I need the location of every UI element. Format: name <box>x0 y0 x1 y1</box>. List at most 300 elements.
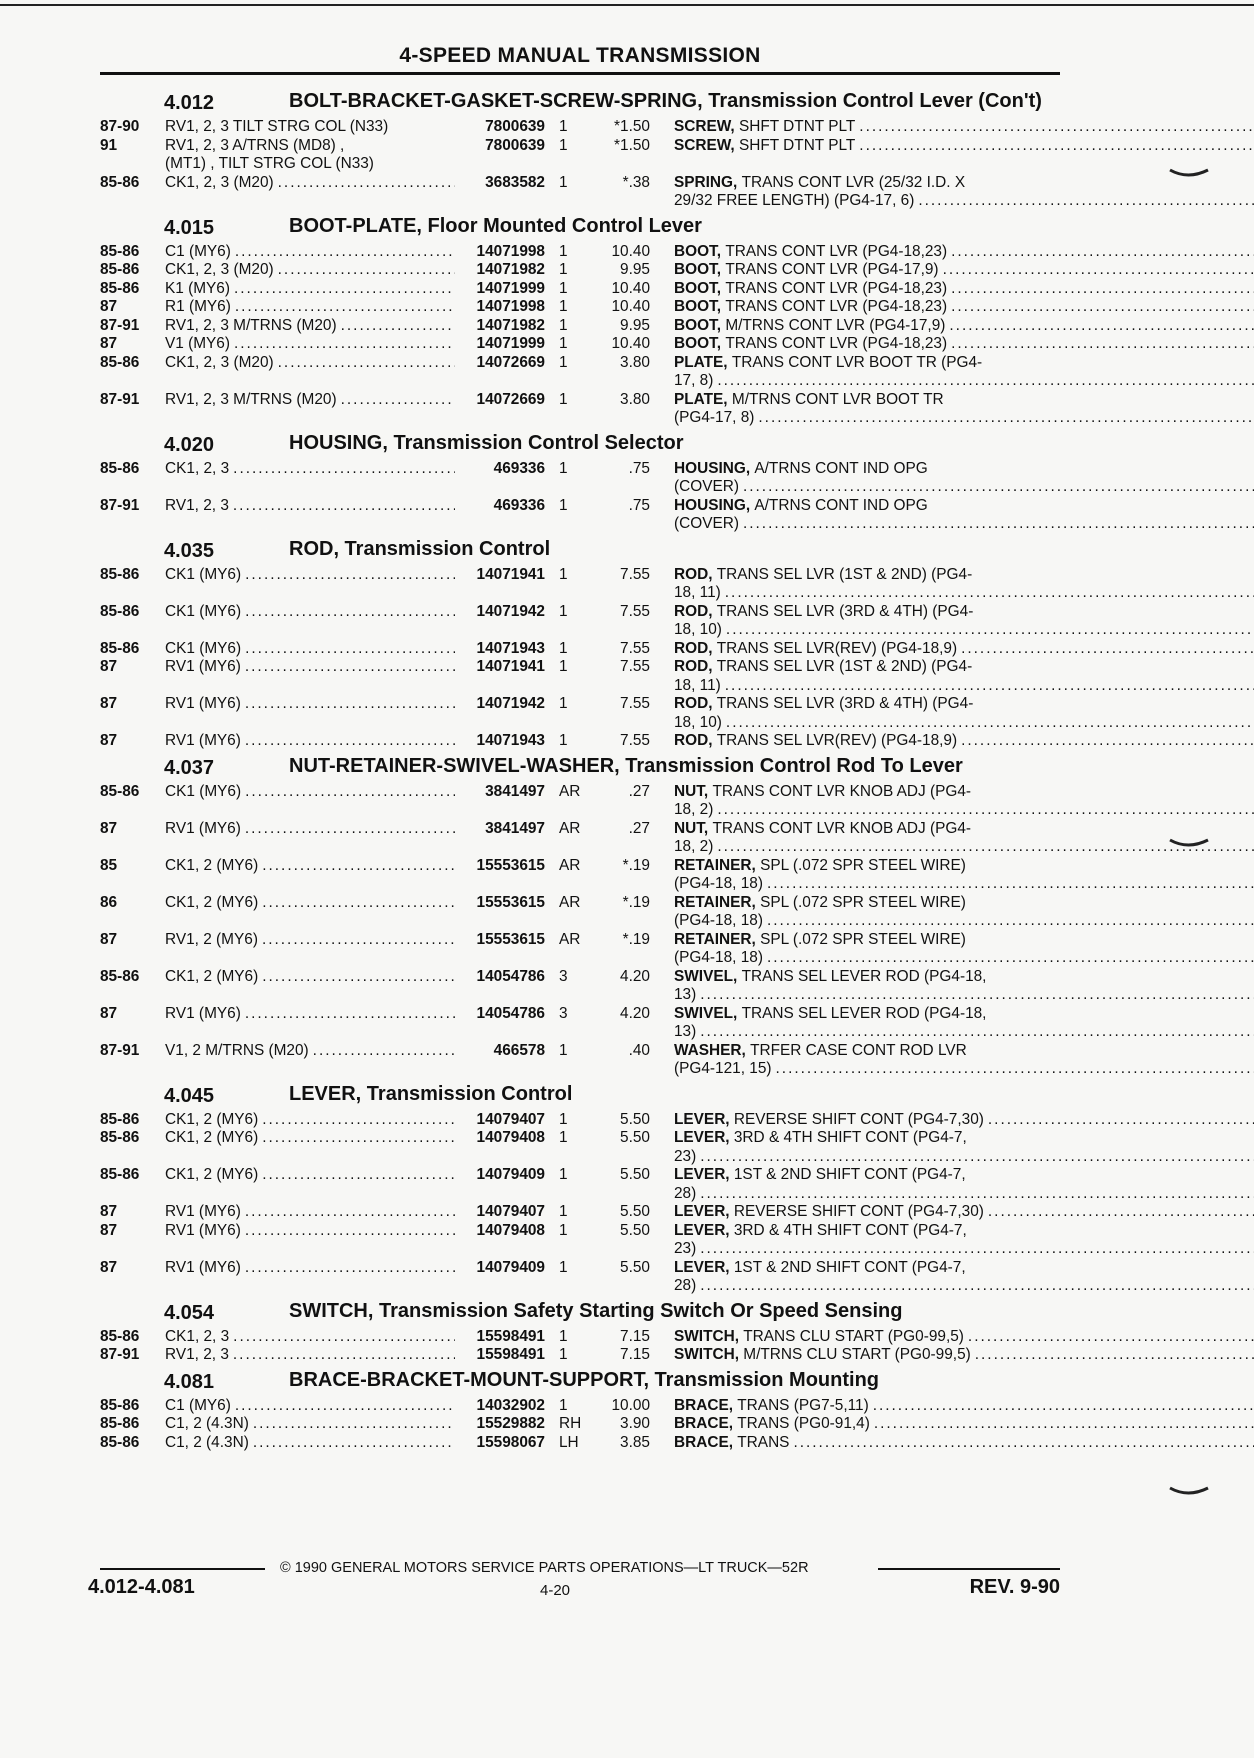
application-line <box>165 1166 455 1185</box>
description-line <box>674 1415 1254 1434</box>
price: .27 <box>628 782 650 800</box>
description-text: 13) <box>674 986 697 1003</box>
section-title: HOUSING, Transmission Control Selector <box>289 431 684 454</box>
dot-leader <box>258 1111 455 1130</box>
price: 7.15 <box>620 1346 650 1363</box>
part-number: 7800639 <box>485 136 545 154</box>
application <box>165 1166 455 1203</box>
model-years: 85-86 <box>100 459 140 477</box>
application <box>165 1397 455 1416</box>
dot-leader <box>241 1005 455 1024</box>
price: 5.50 <box>620 1129 650 1146</box>
description-text: TRANS CONT LVR (PG4-18,23) <box>725 298 948 315</box>
description-line <box>674 1185 1254 1204</box>
table-row <box>100 174 1060 211</box>
description-line <box>674 1434 1254 1453</box>
quantity: LH <box>559 1433 579 1451</box>
description <box>650 261 1254 280</box>
application-line <box>165 391 455 410</box>
dot-leader <box>984 1111 1254 1130</box>
page-title: 4-SPEED MANUAL TRANSMISSION <box>399 44 761 67</box>
description-text: 1ST & 2ND SHIFT CONT (PG4-7, <box>733 1166 966 1183</box>
application-line <box>165 317 455 336</box>
dot-leader <box>241 658 455 677</box>
title-rule <box>100 72 1060 75</box>
part-number: 15553615 <box>476 893 545 911</box>
price: 10.40 <box>611 242 650 260</box>
model-years: 85-86 <box>100 602 140 620</box>
part-name: BOOT, <box>674 298 722 315</box>
section-title: BOOT-PLATE, Floor Mounted Control Lever <box>289 214 702 237</box>
dot-leader <box>754 409 1254 428</box>
description-text: REVERSE SHIFT CONT (PG4-7,30) <box>733 1203 984 1220</box>
dot-leader <box>722 621 1254 640</box>
dot-leader <box>870 1415 1254 1434</box>
model-years: 85-86 <box>100 1433 140 1451</box>
part-name: BOOT, <box>674 335 722 352</box>
price: 10.40 <box>611 298 650 315</box>
description-text: 18, 2) <box>674 801 714 818</box>
application-line <box>165 566 455 585</box>
footer-copyright: © 1990 GENERAL MOTORS SERVICE PARTS OPERATIONS—LT TRUCK—52R <box>280 1560 809 1576</box>
application <box>165 298 455 317</box>
table-row <box>100 1415 1060 1434</box>
price: .75 <box>628 459 650 477</box>
description-line <box>674 1042 1254 1061</box>
description <box>650 174 1254 211</box>
dot-leader <box>241 820 455 839</box>
section-number: 4.020 <box>164 433 215 456</box>
application-line <box>165 1415 455 1434</box>
description <box>650 894 1254 931</box>
part-number: 14071941 <box>476 565 545 583</box>
application-line <box>165 137 455 156</box>
dot-leader <box>230 280 455 299</box>
part-number: 14071998 <box>476 298 545 315</box>
price: *.38 <box>622 173 650 191</box>
part-name: PLATE, <box>674 353 728 371</box>
price: *1.50 <box>614 136 650 154</box>
description <box>650 243 1254 262</box>
description <box>650 1415 1254 1434</box>
model-years: 85-86 <box>100 1166 140 1183</box>
application <box>165 280 455 299</box>
description-line <box>674 838 1254 857</box>
dot-leader <box>855 137 1254 156</box>
quantity: 1 <box>559 136 568 154</box>
table-row <box>100 894 1060 931</box>
part-name: NUT, <box>674 782 709 800</box>
application-text: RV1 (MY6) <box>165 1258 241 1276</box>
dot-leader <box>971 1346 1254 1365</box>
description-text: 18, 10) <box>674 621 722 638</box>
description <box>650 391 1254 428</box>
description-line <box>674 986 1254 1005</box>
description-line <box>674 1277 1254 1296</box>
dot-leader <box>772 1060 1254 1079</box>
table-row <box>100 566 1060 603</box>
model-years: 87 <box>100 732 118 749</box>
description-line <box>674 298 1254 317</box>
section-number: 4.081 <box>164 1370 215 1393</box>
section-number: 4.045 <box>164 1084 215 1107</box>
price: 4.20 <box>620 1004 650 1022</box>
part-number: 14072669 <box>476 353 545 371</box>
quantity: 1 <box>559 658 568 675</box>
table-row <box>100 317 1060 336</box>
table-row <box>100 118 1060 137</box>
description-line <box>674 317 1254 336</box>
application-text: R1 (MY6) <box>165 298 231 315</box>
application-text: CK1, 2, 3 (M20) <box>165 353 274 371</box>
application-line <box>165 354 455 373</box>
dot-leader <box>241 603 455 622</box>
section-title: ROD, Transmission Control <box>289 537 551 560</box>
dot-leader <box>713 372 1254 391</box>
table-row <box>100 1111 1060 1130</box>
part-number: 14071943 <box>476 732 545 749</box>
application-line <box>165 1328 455 1347</box>
application-text: RV1 (MY6) <box>165 1203 241 1220</box>
description-line <box>674 460 1254 479</box>
description-line <box>674 261 1254 280</box>
application-line <box>165 1203 455 1222</box>
footer-section-range: 4.012-4.081 <box>88 1576 195 1598</box>
part-name: SWIVEL, <box>674 967 738 985</box>
description-line <box>674 174 1254 193</box>
description-line <box>674 515 1254 534</box>
description-text: TRANS CONT LVR (PG4-18,23) <box>725 279 948 297</box>
table-row <box>100 335 1060 354</box>
table-row <box>100 1346 1060 1365</box>
application-line <box>165 732 455 751</box>
description-text: 18, 2) <box>674 838 714 855</box>
part-name: PLATE, <box>674 390 728 408</box>
dot-leader <box>231 298 455 317</box>
quantity: AR <box>559 856 581 874</box>
description-line <box>674 968 1254 987</box>
description-line <box>674 912 1254 931</box>
description-line <box>674 372 1254 391</box>
description-text: TRANS CONT LVR KNOB ADJ (PG4- <box>712 819 972 837</box>
description <box>650 280 1254 299</box>
description <box>650 1203 1254 1222</box>
application-text: RV1, 2, 3 TILT STRG COL (N33) <box>165 118 389 135</box>
dot-leader <box>739 478 1254 497</box>
application-text: RV1, 2 (MY6) <box>165 930 258 948</box>
dot-leader <box>722 714 1254 733</box>
application <box>165 174 455 211</box>
application <box>165 118 455 137</box>
quantity: AR <box>559 893 581 911</box>
quantity: RH <box>559 1415 582 1432</box>
section-title: LEVER, Transmission Control <box>289 1082 573 1105</box>
quantity: AR <box>559 930 581 948</box>
model-years: 85-86 <box>100 639 140 657</box>
dot-leader <box>914 192 1254 211</box>
dot-leader <box>258 931 455 950</box>
dot-leader <box>696 1148 1254 1167</box>
part-name: SWIVEL, <box>674 1004 738 1022</box>
description-line <box>674 1328 1254 1347</box>
quantity: 1 <box>559 1258 568 1276</box>
dot-leader <box>739 515 1254 534</box>
application-text: CK1 (MY6) <box>165 565 242 583</box>
application-line <box>165 118 455 137</box>
description-text: 18, 11) <box>674 676 721 694</box>
description-line <box>674 391 1254 410</box>
quantity: 1 <box>559 279 568 297</box>
application <box>165 1222 455 1259</box>
price: 10.00 <box>611 1396 650 1414</box>
application-text: RV1, 2, 3 <box>165 1346 229 1363</box>
model-years: 87 <box>100 298 118 315</box>
application <box>165 137 455 174</box>
model-years: 87-91 <box>100 390 140 408</box>
application-line <box>165 695 455 714</box>
application-line <box>165 1346 455 1365</box>
part-number: 469336 <box>493 459 545 477</box>
quantity: 1 <box>559 602 568 620</box>
table-row <box>100 280 1060 299</box>
table-row <box>100 1259 1060 1296</box>
dot-leader <box>229 1346 455 1365</box>
dot-leader <box>258 1129 455 1148</box>
description-line <box>674 801 1254 820</box>
dot-leader <box>984 1203 1254 1222</box>
description-line <box>674 354 1254 373</box>
dot-leader <box>939 261 1254 280</box>
quantity: 1 <box>559 565 568 583</box>
description-text: (PG4-18, 18) <box>674 949 763 966</box>
table-row <box>100 695 1060 732</box>
model-years: 87 <box>100 335 118 352</box>
description-text: TRANS SEL LEVER ROD (PG4-18, <box>741 967 987 985</box>
description <box>650 1434 1254 1453</box>
description-text: TRANS CONT LVR BOOT TR (PG4- <box>731 353 983 371</box>
section-header <box>100 431 1060 456</box>
application-line <box>165 335 455 354</box>
dot-leader <box>945 317 1254 336</box>
table-row <box>100 603 1060 640</box>
part-number: 14071998 <box>476 242 545 260</box>
application-line <box>165 857 455 876</box>
part-number: 3683582 <box>485 173 545 191</box>
part-name: ROD, <box>674 732 713 749</box>
quantity: 1 <box>559 496 568 514</box>
price: 10.40 <box>611 335 650 352</box>
description-text: TRANS SEL LVR (1ST & 2ND) (PG4- <box>716 565 973 583</box>
application <box>165 335 455 354</box>
dot-leader <box>258 894 455 913</box>
section-header <box>100 1368 1060 1393</box>
price: 10.40 <box>611 279 650 297</box>
application-line <box>165 658 455 677</box>
model-years: 85-86 <box>100 1327 140 1345</box>
description <box>650 695 1254 732</box>
description-text: 18, 10) <box>674 713 722 731</box>
price: 9.95 <box>620 316 650 334</box>
description <box>650 1328 1254 1347</box>
price: 7.55 <box>620 658 650 675</box>
price: 7.55 <box>620 565 650 583</box>
description-text: TRFER CASE CONT ROD LVR <box>750 1041 967 1059</box>
application-text: CK1 (MY6) <box>165 602 242 620</box>
quantity: 1 <box>559 261 568 278</box>
dot-leader <box>241 695 455 714</box>
description-line <box>674 1166 1254 1185</box>
part-name: LEVER, <box>674 1166 730 1183</box>
application-text: CK1, 2 (MY6) <box>165 1166 259 1183</box>
description-line <box>674 820 1254 839</box>
dot-leader <box>696 1240 1254 1259</box>
application-line <box>165 1111 455 1130</box>
dot-leader <box>763 875 1254 894</box>
dot-leader <box>258 968 455 987</box>
table-row <box>100 1203 1060 1222</box>
part-number: 14071941 <box>476 658 545 675</box>
dot-leader <box>241 566 455 585</box>
dot-leader <box>696 1277 1254 1296</box>
description <box>650 1346 1254 1365</box>
description-text: TRANS SEL LVR (3RD & 4TH) (PG4- <box>716 602 974 620</box>
model-years: 85-86 <box>100 967 140 985</box>
part-name: NUT, <box>674 819 709 837</box>
application-line <box>165 155 455 174</box>
section-number: 4.054 <box>164 1301 215 1324</box>
dot-leader <box>258 857 455 876</box>
application-text: RV1 (MY6) <box>165 658 241 675</box>
quantity: 1 <box>559 639 568 657</box>
application <box>165 317 455 336</box>
application-line <box>165 1397 455 1416</box>
description-text: TRANS CONT LVR (25/32 I.D. X <box>741 173 966 191</box>
description-line <box>674 478 1254 497</box>
model-years: 85-86 <box>100 261 140 278</box>
description <box>650 857 1254 894</box>
part-number: 14054786 <box>476 967 545 985</box>
application-text: V1 (MY6) <box>165 335 230 352</box>
part-name: SWITCH, <box>674 1327 739 1345</box>
section-header <box>100 537 1060 562</box>
description-line <box>674 949 1254 968</box>
application <box>165 1328 455 1347</box>
model-years: 85-86 <box>100 1110 140 1128</box>
margin-mark <box>1168 838 1210 848</box>
section-title: SWITCH, Transmission Safety Starting Switch Or Speed Sensing <box>289 1299 903 1322</box>
description-line <box>674 1259 1254 1278</box>
application-text: CK1, 2, 3 (M20) <box>165 261 274 278</box>
description <box>650 640 1254 659</box>
application-text: RV1 (MY6) <box>165 695 241 712</box>
section-title: NUT-RETAINER-SWIVEL-WASHER, Transmission Control Rod To Lever <box>289 754 963 777</box>
application <box>165 1129 455 1166</box>
description-line <box>674 192 1254 211</box>
application-line <box>165 243 455 262</box>
description-line <box>674 714 1254 733</box>
application-text: RV1, 2, 3 M/TRNS (M20) <box>165 390 337 408</box>
application <box>165 1203 455 1222</box>
application <box>165 894 455 931</box>
description <box>650 460 1254 497</box>
part-number: 3841497 <box>485 819 545 837</box>
description-line <box>674 1023 1254 1042</box>
application-text: (MT1) , TILT STRG COL (N33) <box>165 155 374 172</box>
table-row <box>100 1005 1060 1042</box>
part-name: BRACE, <box>674 1396 733 1414</box>
description <box>650 1042 1254 1079</box>
part-name: RETAINER, <box>674 930 756 948</box>
quantity: 3 <box>559 967 568 985</box>
quantity: 1 <box>559 335 568 352</box>
description <box>650 1259 1254 1296</box>
part-number: 14071999 <box>476 279 545 297</box>
quantity: 1 <box>559 1203 568 1220</box>
model-years: 87-90 <box>100 118 140 135</box>
description <box>650 118 1254 137</box>
application-text: CK1 (MY6) <box>165 639 242 657</box>
application <box>165 497 455 534</box>
quantity: 1 <box>559 242 568 260</box>
description-text: SPL (.072 SPR STEEL WIRE) <box>760 856 966 874</box>
application <box>165 820 455 857</box>
description-line <box>674 409 1254 428</box>
table-row <box>100 658 1060 695</box>
description-text: REVERSE SHIFT CONT (PG4-7,30) <box>733 1110 984 1128</box>
dot-leader <box>947 298 1254 317</box>
application-text: C1, 2 (4.3N) <box>165 1433 249 1451</box>
description-line <box>674 1129 1254 1148</box>
model-years: 87 <box>100 819 118 837</box>
price: 7.55 <box>620 695 650 712</box>
quantity: 3 <box>559 1004 568 1022</box>
price: 5.50 <box>620 1203 650 1220</box>
application-text: CK1, 2 (MY6) <box>165 967 259 985</box>
table-row <box>100 783 1060 820</box>
section-title: BRACE-BRACKET-MOUNT-SUPPORT, Transmission Mounting <box>289 1368 880 1391</box>
description <box>650 820 1254 857</box>
price: *1.50 <box>614 118 650 135</box>
part-name: SWITCH, <box>674 1346 739 1363</box>
application <box>165 566 455 603</box>
description-line <box>674 566 1254 585</box>
part-number: 15598067 <box>476 1433 545 1451</box>
section-number: 4.015 <box>164 216 215 239</box>
application-text: CK1, 2, 3 (M20) <box>165 173 274 191</box>
dot-leader <box>869 1397 1254 1416</box>
description <box>650 354 1254 391</box>
dot-leader <box>274 354 455 373</box>
description-line <box>674 857 1254 876</box>
description <box>650 298 1254 317</box>
description-line <box>674 894 1254 913</box>
description-text: TRANS CONT LVR (PG4-17,9) <box>725 261 939 278</box>
section-header <box>100 1082 1060 1107</box>
application-line <box>165 931 455 950</box>
table-row <box>100 1222 1060 1259</box>
description-line <box>674 783 1254 802</box>
description-text: 13) <box>674 1023 697 1040</box>
description-text: 28) <box>674 1277 697 1294</box>
price: 3.90 <box>620 1415 650 1432</box>
application <box>165 603 455 640</box>
part-name: LEVER, <box>674 1203 730 1220</box>
application-line <box>165 174 455 193</box>
section-header <box>100 92 1060 114</box>
table-row <box>100 391 1060 428</box>
part-name: ROD, <box>674 658 713 675</box>
table-row <box>100 298 1060 317</box>
